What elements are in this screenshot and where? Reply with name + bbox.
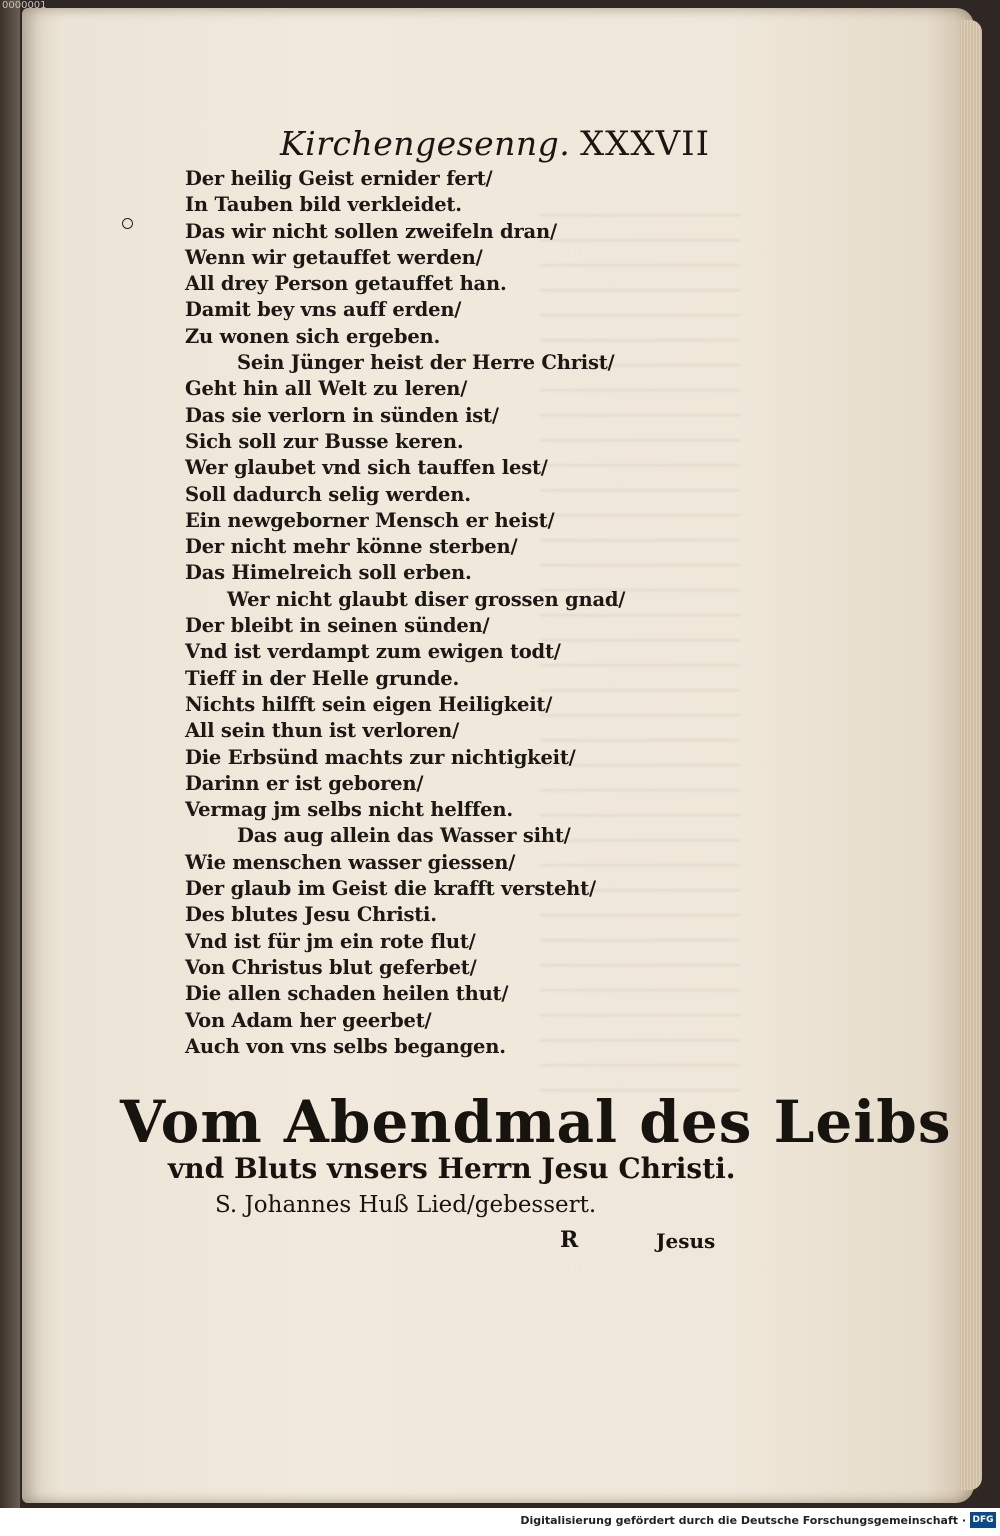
verse-line: Das aug allein das Wasser siht/ — [237, 824, 571, 848]
shelfmark: 0000001 — [2, 0, 47, 11]
verse-line: Sich soll zur Busse keren. — [185, 429, 464, 453]
margin-mark — [122, 218, 133, 229]
catchword: Jesus — [656, 1229, 716, 1253]
book-spine-edge — [0, 0, 20, 1536]
verse-line: Ein newgeborner Mensch er heist/ — [185, 508, 555, 532]
verse-line: In Tauben bild verkleidet. — [185, 193, 462, 217]
verse-line: Wenn wir getauffet werden/ — [185, 245, 483, 269]
verse-line: Das Himelreich soll erben. — [185, 561, 472, 585]
section-subheading: vnd Bluts vnsers Herrn Jesu Christi. — [168, 1152, 736, 1185]
verse-line: All drey Person getauffet han. — [185, 272, 507, 296]
verse-line: Der heilig Geist ernider fert/ — [185, 167, 493, 190]
verse-line: Der bleibt in seinen sünden/ — [185, 614, 490, 638]
verse-line: Wer nicht glaubt diser grossen gnad/ — [227, 587, 626, 611]
running-head: Kirchengesenng. — [280, 124, 571, 163]
verse-line: Der glaub im Geist die krafft versteht/ — [185, 877, 596, 901]
verse-line: Das wir nicht sollen zweifeln dran/ — [185, 219, 557, 243]
verse-line: All sein thun ist verloren/ — [185, 719, 460, 743]
section-attribution: S. Johannes Huß Lied/gebessert. — [215, 1192, 597, 1218]
folio-number: XXXVII — [579, 124, 710, 164]
verse-line: Das sie verlorn in sünden ist/ — [185, 403, 499, 427]
verse-line: Nichts hilfft sein eigen Heiligkeit/ — [185, 692, 553, 716]
verse-line: Des blutes Jesu Christi. — [185, 903, 437, 927]
verse-line: Darinn er ist geboren/ — [185, 771, 424, 795]
verse-line: Wie menschen wasser giessen/ — [185, 850, 516, 874]
verse-line: Die allen schaden heilen thut/ — [185, 982, 509, 1006]
verse-line: Geht hin all Welt zu leren/ — [185, 377, 468, 401]
verse-line: Vermag jm selbs nicht helffen. — [185, 798, 513, 822]
section-heading: Vom Abendmal des Leibs — [120, 1088, 952, 1156]
verse-line: Soll dadurch selig werden. — [185, 482, 471, 506]
page-header — [280, 124, 710, 168]
verse-line: Auch von vns selbs begangen. — [185, 1034, 506, 1058]
verse-line: Vnd ist für jm ein rote flut/ — [185, 929, 476, 953]
verse-line: Die Erbsünd machts zur nichtigkeit/ — [185, 745, 576, 769]
verse-line: Zu wonen sich ergeben. — [185, 324, 441, 348]
signature-mark: R — [560, 1227, 579, 1253]
verse-line: Von Christus blut geferbet/ — [185, 955, 477, 979]
page-edges — [960, 20, 982, 1490]
credit-text: Digitalisierung gefördert durch die Deutsche Forschungsgemeinschaft · — [520, 1514, 966, 1527]
verse-line: Sein Jünger heist der Herre Christ/ — [237, 351, 615, 375]
verse-line: Von Adam her geerbet/ — [185, 1008, 432, 1032]
verse-line: Vnd ist verdampt zum ewigen todt/ — [185, 640, 561, 664]
verse-line: Der nicht mehr könne sterben/ — [185, 535, 518, 559]
hymn-text — [185, 166, 626, 1060]
verse-line: Damit bey vns auff erden/ — [185, 298, 462, 322]
verse-line: Tieff in der Helle grunde. — [185, 666, 460, 690]
dfg-logo: DFG — [970, 1512, 996, 1528]
verse-line: Wer glaubet vnd sich tauffen lest/ — [185, 456, 548, 480]
